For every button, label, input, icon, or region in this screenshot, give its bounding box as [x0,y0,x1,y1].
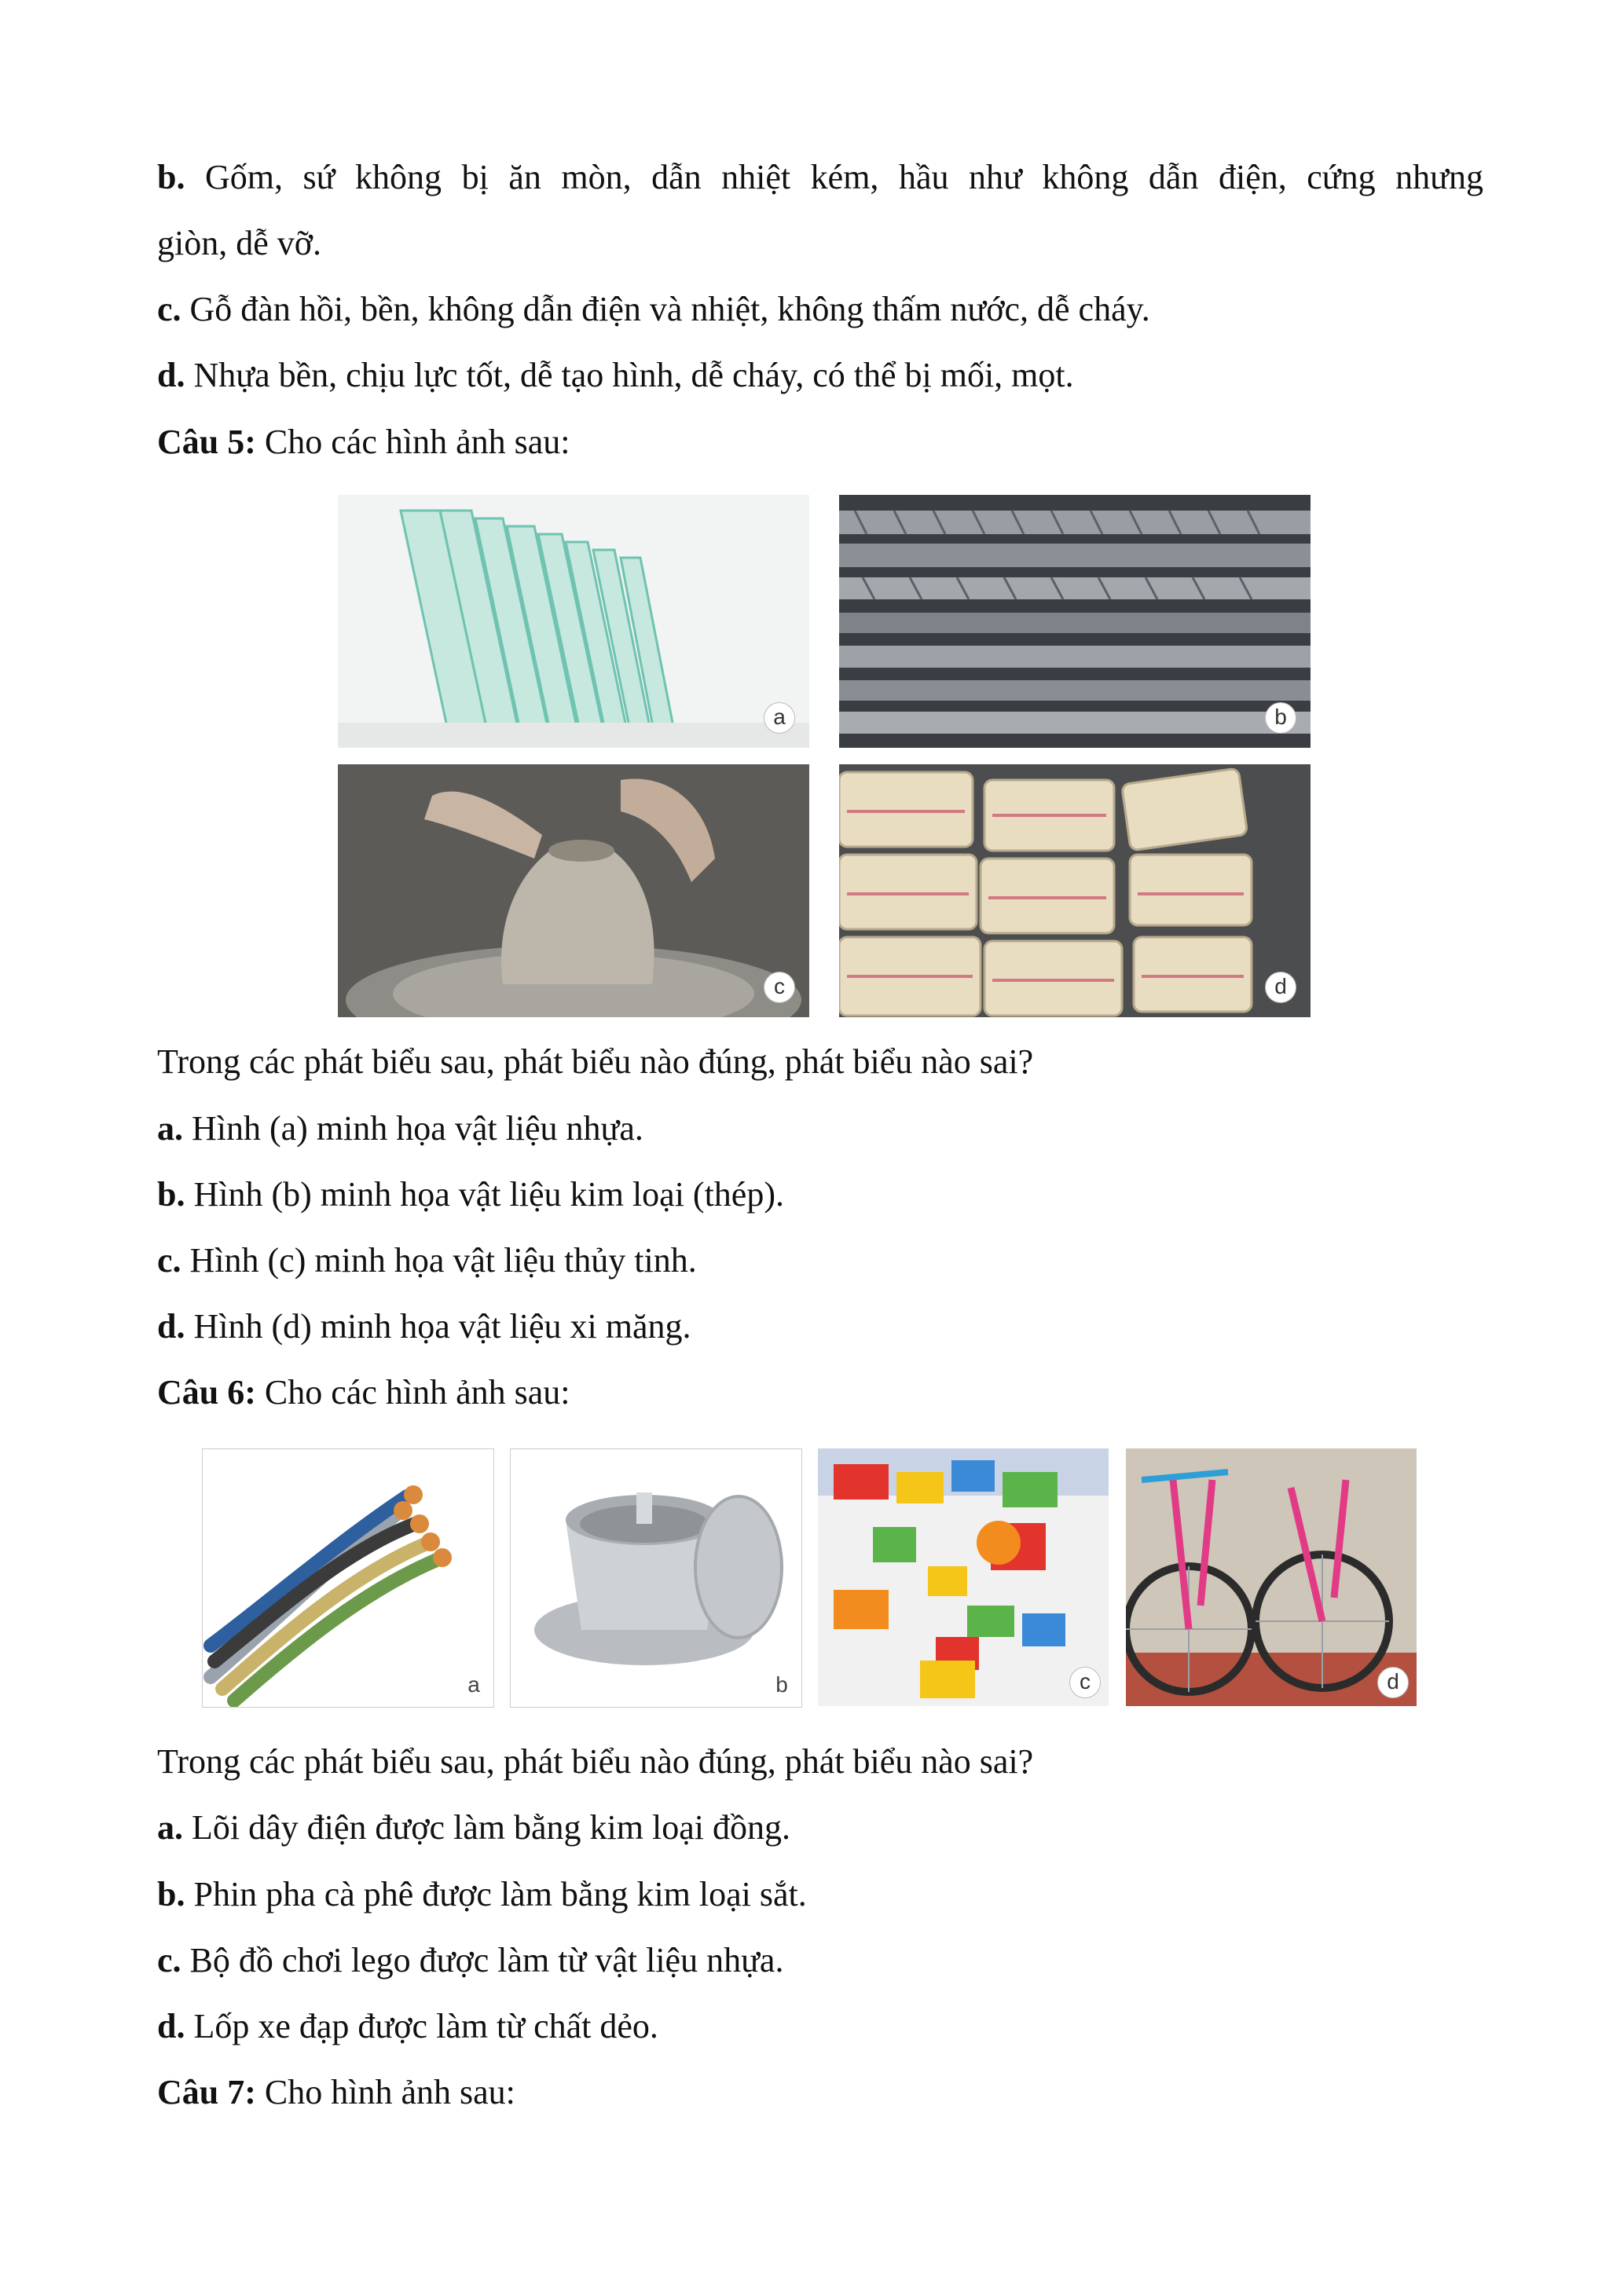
image-tag-d: d [1265,972,1296,1003]
q5-option-b: b. Hình (b) minh họa vật liệu kim loại (thép). [157,1175,784,1214]
q6-image-a-wires [202,1448,494,1708]
option-c: c. Gỗ đàn hồi, bền, không dẫn điện và nhiệt, không thấm nước, dễ cháy. [157,290,1150,328]
image-tag-b: b [775,1672,788,1697]
q6-heading: Câu 6: Cho các hình ảnh sau: [157,1373,570,1412]
option-b-line1: b. Gốm, sứ không bị ăn mòn, dẫn nhiệt kém, hầu như không dẫn điện, cứng nhưng [157,158,1483,196]
q6-instruction: Trong các phát biểu sau, phát biểu nào đúng, phát biểu nào sai? [157,1742,1034,1781]
q6-image-c-lego [818,1448,1109,1706]
q5-image-b-steel-bars [839,495,1311,748]
q5-image-c-pottery [338,764,809,1017]
q6-image-d-bicycles [1126,1448,1417,1706]
image-tag-d: d [1377,1667,1409,1698]
image-tag-c: c [1069,1667,1101,1698]
q6-image-b-coffee-filter [510,1448,802,1708]
q6-option-c: c. Bộ đồ chơi lego được làm từ vật liệu nhựa. [157,1941,784,1979]
image-tag-c: c [764,972,795,1003]
option-b-line2: giòn, dễ vỡ. [157,224,322,262]
image-tag-b: b [1265,702,1296,734]
q5-image-a-glass [338,495,809,748]
option-d: d. Nhựa bền, chịu lực tốt, dễ tạo hình, dễ cháy, có thể bị mối, mọt. [157,356,1074,394]
q5-instruction: Trong các phát biểu sau, phát biểu nào đúng, phát biểu nào sai? [157,1042,1034,1081]
q6-option-d: d. Lốp xe đạp được làm từ chất dẻo. [157,2007,658,2045]
q5-heading: Câu 5: Cho các hình ảnh sau: [157,423,570,461]
image-tag-a: a [764,702,795,734]
q6-option-a: a. Lõi dây điện được làm bằng kim loại đồng. [157,1808,790,1847]
q5-option-c: c. Hình (c) minh họa vật liệu thủy tinh. [157,1241,697,1280]
q5-option-a: a. Hình (a) minh họa vật liệu nhựa. [157,1109,643,1148]
image-tag-a: a [467,1672,480,1697]
q5-option-d: d. Hình (d) minh họa vật liệu xi măng. [157,1307,691,1346]
q5-image-d-cement-bags [839,764,1311,1017]
q7-heading: Câu 7: Cho hình ảnh sau: [157,2073,515,2111]
q6-option-b: b. Phin pha cà phê được làm bằng kim loại sắt. [157,1875,807,1913]
